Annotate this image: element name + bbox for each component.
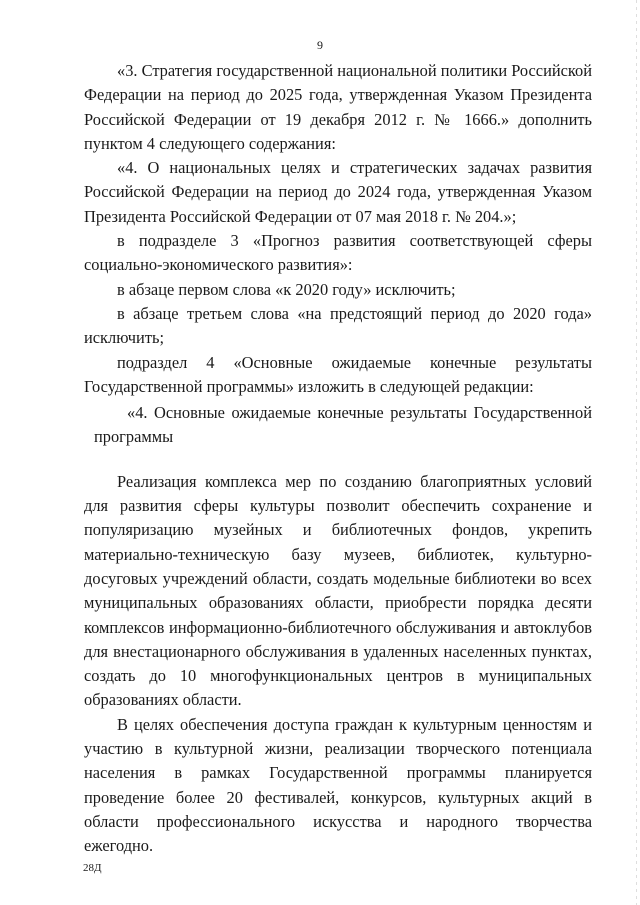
- scan-edge-artifact: [636, 0, 637, 905]
- paragraph-strategy-item-4: «4. О национальных целях и стратегических задачах развития Российской Федерации на период до 2024 года, утвержденная Указом Президента Российской Федерации от 07 мая 2018 г. № 204.»;: [84, 158, 592, 226]
- paragraph-subsection-4: подраздел 4 «Основные ожидаемые конечные результаты Государственной программы» изложить в следующей редакции:: [84, 352, 592, 396]
- section-title: «4. Основные ожидаемые конечные результаты Государственной программы: [94, 403, 592, 447]
- footer-code: 28Д: [83, 862, 102, 874]
- document-body: [84, 59, 592, 859]
- paragraph-results-culture: Реализация комплекса мер по созданию благоприятных условий для развития сферы культуры позволит обеспечить сохранение и популяризацию музейных и библиотечных фондов, укрепить материально-техническую базу музеев, библиотек, культурно-досуговых учреждений области, создать модельные библиотеки во всех муниципальных образованиях области, приобрести порядка десяти комплексов информационно-библиотечного обслуживания и автоклубов для внестационарного обслуживания в удаленных населенных пунктах, создать до 10 многофункциональных центров в муниципальных образованиях области.: [84, 471, 592, 710]
- page-number: 9: [317, 38, 323, 52]
- paragraph-subsection-3: в подразделе 3 «Прогноз развития соответствующей сферы социально-экономического развития»:: [84, 231, 592, 275]
- paragraph-third-abzac: в абзаце третьем слова «на предстоящий период до 2020 года» исключить;: [84, 303, 592, 348]
- paragraph-first-abzac: в абзаце первом слова «к 2020 году» исключить;: [117, 279, 456, 299]
- paragraph-strategy-item-3: «3. Стратегия государственной национальной политики Российской Федерации на период до 2025 года, утвержденная Указом Президента Российской Федерации от 19 декабря 2012 г. № 1666.» дополнить пунктом 4 следующего содержания:: [84, 61, 592, 153]
- paragraph-results-festivals: В целях обеспечения доступа граждан к культурным ценностям и участию в культурной жизни, реализации творческого потенциала населения в рамках Государственной программы планируется проведение более 20 фестивалей, конкурсов, культурных акций в области профессионального искусства и народного творчества ежегодно.: [84, 714, 592, 856]
